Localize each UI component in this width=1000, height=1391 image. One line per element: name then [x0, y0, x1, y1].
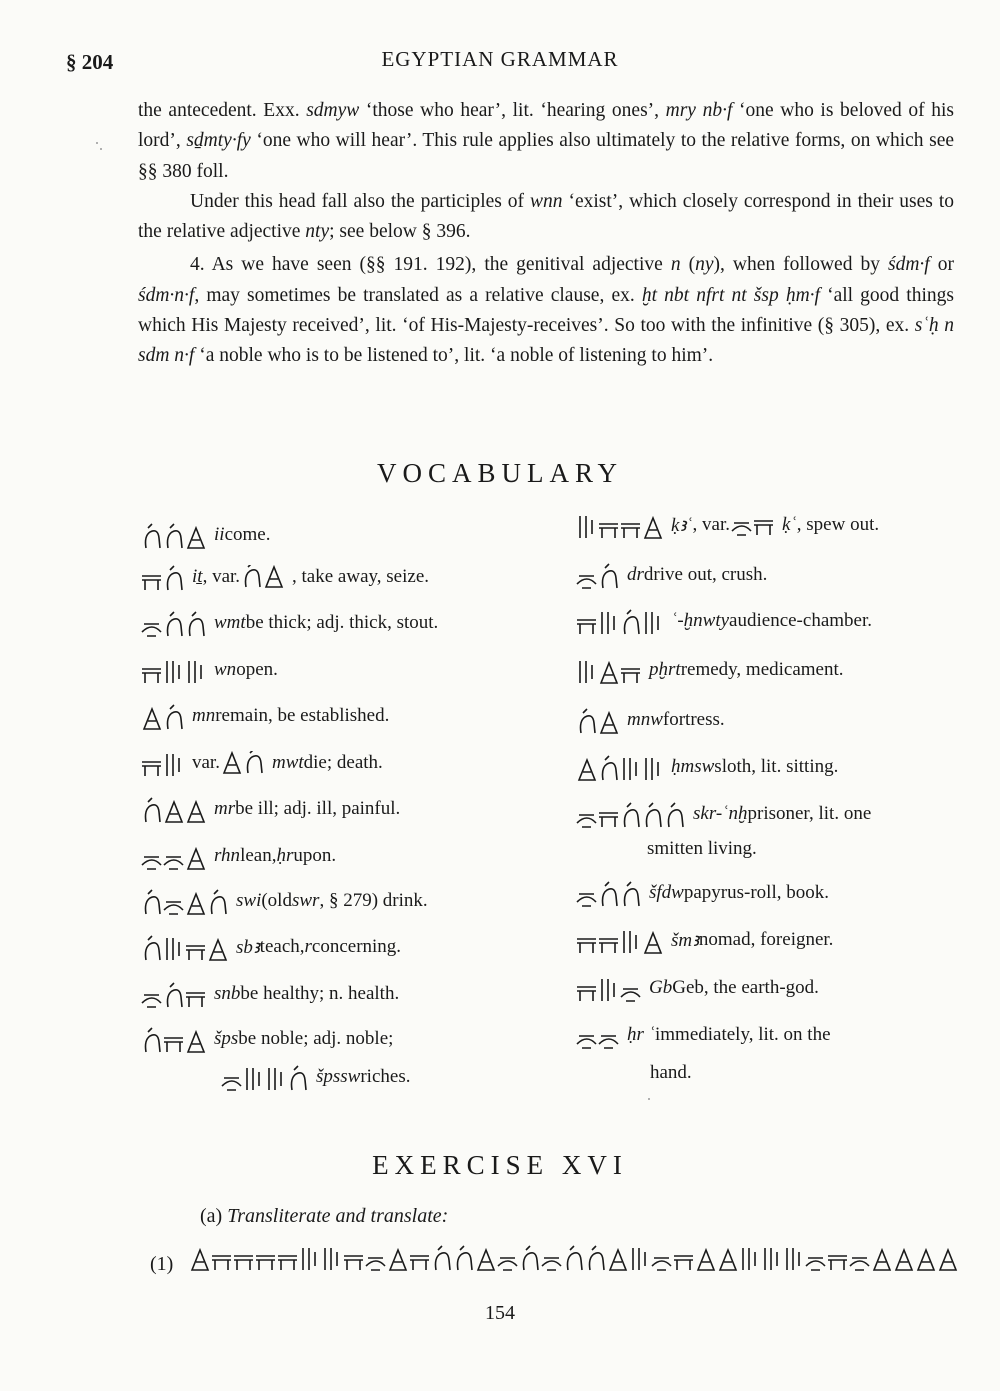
paper-speck — [100, 148, 102, 150]
transliteration: snb — [214, 983, 241, 1004]
hieroglyph-group — [575, 925, 663, 955]
hieroglyph-group — [140, 701, 184, 731]
hieroglyph-icon — [188, 1232, 958, 1272]
hieroglyph-icon — [575, 655, 641, 685]
transliteration: ḥr ʿ — [627, 1024, 655, 1045]
text-run: ‘one who is beloved of his lord’, — [138, 100, 954, 152]
hieroglyph-sentence — [188, 1232, 958, 1277]
exercise-heading: EXERCISE XVI — [372, 1150, 628, 1180]
hieroglyph-icon — [140, 562, 184, 592]
text-run: var. — [192, 752, 220, 773]
hieroglyph-group — [575, 752, 663, 782]
hieroglyph-icon — [140, 655, 206, 685]
transliteration: śdm·n·f — [138, 284, 195, 306]
hieroglyph-group — [575, 606, 663, 636]
vocabulary-entry — [575, 925, 833, 955]
text-run: teach, — [259, 936, 305, 957]
hieroglyph-group — [575, 878, 641, 908]
transliteration: skr-ʿnḫ — [693, 803, 748, 824]
hieroglyph-icon — [575, 1020, 619, 1050]
transliteration: wn — [214, 659, 237, 680]
vocabulary-entry — [575, 752, 838, 782]
hieroglyph-group — [575, 510, 663, 540]
transliteration: rhn — [214, 845, 241, 866]
text-run: open. — [236, 659, 278, 680]
hieroglyph-icon — [140, 701, 184, 731]
text-run: ; see below § 396. — [329, 221, 471, 243]
text-run: , var. — [692, 514, 730, 535]
hieroglyph-group — [220, 751, 264, 775]
hieroglyph-icon — [140, 794, 206, 824]
text-run: ( — [680, 254, 696, 276]
paragraph — [138, 187, 954, 248]
vocabulary-entry — [140, 520, 270, 550]
text-run: be thick; adj. thick, stout. — [245, 612, 439, 633]
hieroglyph-icon — [140, 1024, 206, 1054]
text-run: , var. — [202, 566, 241, 587]
hieroglyph-icon — [575, 973, 641, 1003]
transliteration: ḳʿ — [782, 514, 797, 535]
text-run: ‘all good things which His Majesty received’, lit. ‘of His-Majesty-receives’. So too with the infinitive (§ 305), ex. — [138, 284, 954, 337]
paper-speck — [648, 1098, 650, 1100]
vocabulary-entry — [575, 510, 879, 540]
vocabulary-entry — [575, 655, 844, 685]
hieroglyph-group — [140, 748, 184, 778]
vocabulary-entry — [575, 705, 725, 735]
text-run: 4. As we have seen (§§ 191. 192), the genitival adjective — [190, 254, 671, 276]
text-run: prisoner, lit. one — [747, 803, 872, 824]
transliteration: mnw — [627, 709, 663, 730]
transliteration: swi — [236, 890, 262, 911]
vocabulary-entry — [140, 655, 278, 685]
transliteration: dr — [627, 564, 644, 585]
text-run: sloth, lit. sitting. — [714, 756, 839, 777]
text-run: the antecedent. Exx. — [138, 100, 307, 121]
text-run: ‘exist’, which closely correspond in their uses to the relative adjective — [138, 190, 954, 243]
hieroglyph-group — [575, 973, 641, 1003]
running-title: EGYPTIAN GRAMMAR — [381, 47, 619, 71]
hieroglyph-group — [730, 513, 774, 537]
transliteration: iṯ — [192, 566, 203, 587]
hieroglyph-group — [140, 655, 206, 685]
hieroglyph-group — [140, 794, 206, 824]
transliteration: mr — [214, 798, 236, 819]
vocabulary-entry — [140, 748, 383, 778]
transliteration: swr — [291, 890, 320, 911]
page-number: 154 — [485, 1302, 515, 1324]
hieroglyph-icon — [575, 705, 619, 735]
text-run: or — [929, 254, 954, 276]
text-run: papyrus-roll, book. — [683, 882, 829, 903]
text-run: drive out, crush. — [643, 564, 768, 585]
hieroglyph-group — [140, 932, 228, 962]
instruction-label: (a) — [200, 1205, 223, 1227]
hieroglyph-icon — [575, 878, 641, 908]
text-run: riches. — [360, 1066, 411, 1087]
vocabulary-entry — [140, 979, 399, 1009]
transliteration: sdmyw — [306, 100, 360, 121]
exercise-item-number: (1) — [150, 1253, 174, 1275]
hieroglyph-group — [575, 799, 685, 829]
vocabulary-entry — [575, 1020, 831, 1050]
text-run: , § 279) drink. — [319, 890, 428, 911]
hieroglyph-icon — [575, 510, 663, 540]
hieroglyph-icon — [575, 925, 663, 955]
transliteration: šmꜣ — [671, 929, 699, 951]
text-run: come. — [224, 524, 271, 545]
text-run: be noble; adj. noble; — [238, 1028, 394, 1049]
transliteration: ny — [695, 254, 714, 276]
vocabulary-entry-continuation: smitten living. — [647, 838, 757, 859]
hieroglyph-icon — [240, 565, 284, 589]
transliteration: nty — [305, 221, 330, 243]
text-run: remain, be established. — [215, 705, 390, 726]
hieroglyph-icon — [140, 886, 228, 916]
transliteration: ii — [214, 524, 225, 545]
body-text — [138, 96, 954, 372]
hieroglyph-group — [140, 520, 206, 550]
transliteration: mwt — [271, 752, 304, 773]
transliteration: sḏmty·fy — [186, 130, 251, 152]
hieroglyph-icon — [220, 1062, 308, 1092]
hieroglyph-icon — [140, 748, 184, 778]
text-run: remedy, medicament. — [680, 659, 844, 680]
text-run: fortress. — [662, 709, 725, 730]
text-run: die; death. — [303, 752, 383, 773]
hieroglyph-group — [575, 655, 641, 685]
text-run: ‘those who hear’, lit. ‘hearing ones’, — [359, 100, 666, 121]
hieroglyph-icon — [575, 752, 663, 782]
text-run: audience-chamber. — [729, 610, 872, 631]
vocabulary-entry — [140, 701, 389, 731]
hieroglyph-group — [575, 560, 619, 590]
transliteration: šfdw — [649, 882, 684, 903]
vocabulary-entry — [140, 562, 429, 592]
hieroglyph-icon — [140, 932, 228, 962]
hieroglyph-icon — [575, 606, 663, 636]
text-run: ‘one who will hear’. This rule applies also ultimately to the relative forms, on which see §§ 380 foll. — [138, 130, 955, 182]
transliteration: pḫrt — [649, 659, 681, 680]
hieroglyph-group — [575, 1020, 619, 1050]
vocabulary-entry — [575, 606, 872, 636]
vocabulary-entry — [140, 794, 400, 824]
hieroglyph-icon — [140, 520, 206, 550]
text-run: (old — [261, 890, 292, 911]
text-run: ), when followed by — [713, 254, 888, 276]
hieroglyph-group — [575, 705, 619, 735]
vocabulary-entry — [140, 841, 336, 871]
section-number: § 204 — [66, 50, 114, 74]
hieroglyph-group — [140, 608, 206, 638]
hieroglyph-group — [140, 979, 206, 1009]
transliteration: n — [670, 254, 681, 276]
hieroglyph-group — [140, 841, 206, 871]
transliteration: wmt — [214, 612, 246, 633]
text-run: immediately, lit. on the — [654, 1024, 831, 1045]
hieroglyph-group — [240, 565, 284, 589]
vocabulary-entry — [140, 1024, 393, 1054]
vocabulary-entry — [575, 799, 871, 829]
exercise-instruction — [200, 1205, 448, 1228]
text-run: Under this head fall also the participles of — [190, 190, 530, 212]
transliteration: ʿ-ḫnwty — [671, 610, 730, 631]
vocabulary-entry — [140, 886, 428, 916]
transliteration: sbꜣ — [236, 936, 260, 958]
paper-speck — [96, 142, 98, 144]
vocabulary-entry — [575, 973, 819, 1003]
transliteration: r — [304, 936, 312, 957]
hieroglyph-icon — [220, 751, 264, 775]
transliteration: ḳꜣʿ — [671, 514, 693, 536]
transliteration: wnn — [530, 190, 563, 212]
transliteration: ḫt nbt nfrt nt šsp ḥm·f — [641, 284, 820, 306]
text-run: , spew out. — [796, 514, 880, 535]
transliteration: ḥmsw — [671, 756, 715, 777]
text-run: , may sometimes be translated as a relative clause, ex. — [194, 284, 642, 306]
hieroglyph-icon — [140, 608, 206, 638]
vocabulary-entry — [140, 932, 401, 962]
text-run: lean, — [240, 845, 277, 866]
hieroglyph-group — [140, 886, 228, 916]
transliteration: ḥr — [276, 845, 294, 866]
vocabulary-entry — [575, 560, 767, 590]
hieroglyph-icon — [730, 513, 774, 537]
transliteration: mry nb·f — [665, 100, 733, 121]
hieroglyph-group — [140, 1024, 206, 1054]
hieroglyph-icon — [575, 799, 685, 829]
transliteration: špssw — [316, 1066, 361, 1087]
transliteration: Gb — [649, 977, 673, 998]
vocabulary-heading: VOCABULARY — [376, 458, 624, 488]
hieroglyph-group — [140, 562, 184, 592]
hieroglyph-icon — [140, 979, 206, 1009]
text-run: Geb, the earth-god. — [672, 977, 819, 998]
text-run: be ill; adj. ill, painful. — [235, 798, 401, 819]
transliteration: šps — [214, 1028, 239, 1049]
hieroglyph-group — [220, 1062, 308, 1092]
transliteration: sʿḥ n sdm n·f — [138, 315, 954, 367]
paragraph — [138, 250, 954, 371]
paragraph — [138, 96, 954, 187]
transliteration: mn — [192, 705, 216, 726]
hieroglyph-icon — [140, 841, 206, 871]
vocabulary-entry-continuation: hand. — [650, 1062, 692, 1083]
text-run: , take away, seize. — [292, 566, 430, 587]
vocabulary-entry — [140, 608, 438, 638]
text-run: be healthy; n. health. — [240, 983, 400, 1004]
text-run: nomad, foreigner. — [698, 929, 834, 950]
transliteration: śdm·f — [888, 254, 930, 276]
text-run: concerning. — [311, 936, 402, 957]
vocabulary-entry — [575, 878, 829, 908]
instruction-text: Transliterate and translate: — [227, 1205, 449, 1227]
vocabulary-entry-continuation — [220, 1062, 410, 1092]
hieroglyph-icon — [575, 560, 619, 590]
text-run: ‘a noble who is to be listened to’, lit. ‘a noble of listening to him’. — [194, 345, 714, 367]
text-run: upon. — [293, 845, 337, 866]
